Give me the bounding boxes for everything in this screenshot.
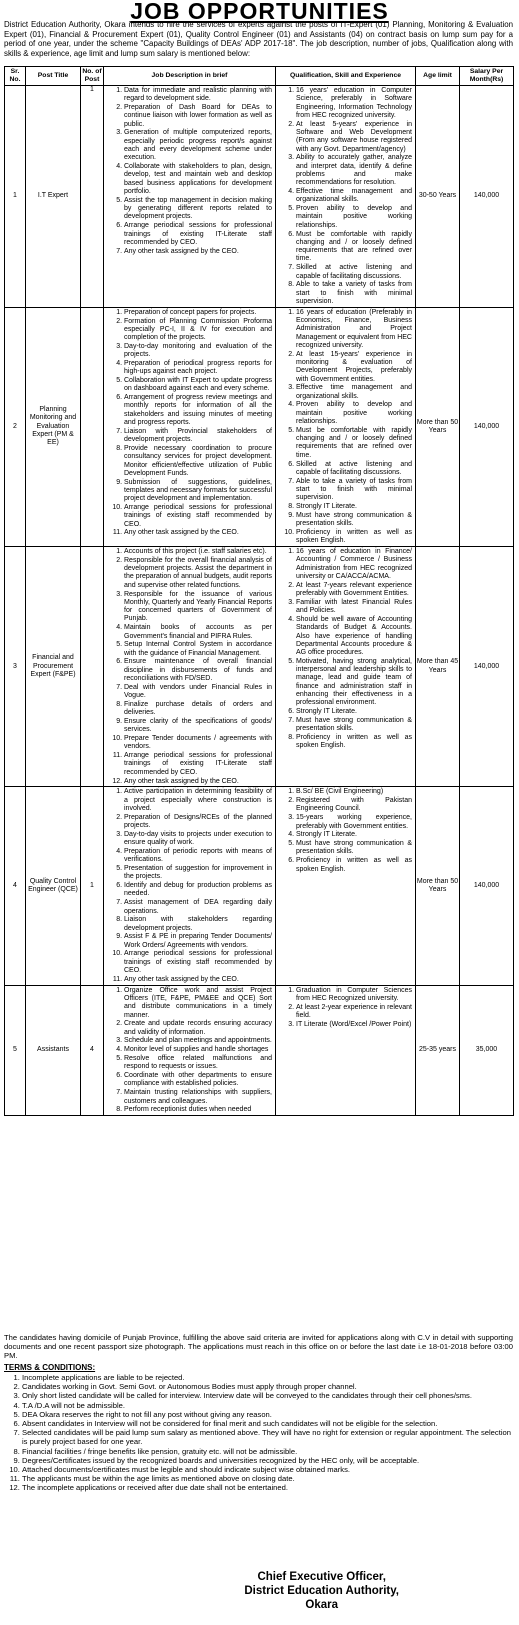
qualification-item: 3. IT Literate (Word/Excel /Power Point) (296, 1021, 412, 1029)
term-item: 5. DEA Okara reserves the right to not fill any post without giving any reason. (22, 1410, 513, 1419)
term-item: 4. T.A /D.A will not be admissible. (22, 1401, 513, 1410)
row-age-limit: More than 50 Years (416, 787, 460, 985)
row-no-of-post: 1 (81, 787, 104, 985)
duty-item: 6. Ensure maintenance of overall financial discipline in disbursements of funds and reconciliations with FD/SED. (124, 658, 272, 683)
table-row (5, 307, 514, 546)
qualification-item: 3. Effective time management and organizational skills. (296, 384, 412, 401)
duty-item: 6. Arrange periodical sessions for professional trainings of existing IT-Literate staff recommended by CEO. (124, 222, 272, 247)
duty-item: 1. Preparation of concept papers for projects. (124, 309, 272, 317)
duty-item: 2. Create and update records ensuring accuracy and validity of information. (124, 1020, 272, 1037)
qualification-item: 8. Able to take a variety of tasks from start to finish with minimal supervision. (296, 281, 412, 306)
duty-item: 8. Provide necessary coordination to procure consultancy services for project development. Monitor efficient/effective utilization of Public Development Funds. (124, 445, 272, 478)
duty-item: 8. Perform receptionist duties when needed (124, 1106, 272, 1114)
table-row (5, 787, 514, 985)
duty-item: 10. Prepare Tender documents / agreements with vendors. (124, 735, 272, 752)
signature-line-city: Okara (305, 1599, 338, 1611)
row-job-description (104, 547, 276, 787)
qualification-item: 1. Graduation in Computer Sciences from HEC Recognized university. (296, 987, 412, 1004)
duty-item: 7. Deal with vendors under Financial Rules in Vogue. (124, 684, 272, 701)
qualification-item: 4. Proven ability to develop and maintain positive working relationships. (296, 401, 412, 426)
row-job-description (104, 787, 276, 985)
row-age-limit: 30-50 Years (416, 86, 460, 308)
qualification-item: 2. At least 7-years relevant experience preferably with Government Entities. (296, 582, 412, 599)
duty-item: 7. Assist management of DEA regarding daily operations. (124, 899, 272, 916)
qualification-item: 6. Proficiency in written as well as spoken English. (296, 857, 412, 874)
terms-heading: TERMS & CONDITIONS: (4, 1363, 96, 1372)
row-post-title: Quality Control Engineer (QCE) (26, 787, 81, 985)
row-sr-no: 5 (5, 985, 26, 1115)
qualification-item: 4. Should be well aware of Accounting Standards of Budget & Accounts. Also have experience of handling Departmental Accounts procedure & AG office procedures. (296, 616, 412, 657)
table-header-row (5, 67, 514, 86)
duty-item: 8. Finalize purchase details of orders and deliveries. (124, 701, 272, 718)
duty-item: 3. Day-to-day monitoring and evaluation of the projects. (124, 343, 272, 360)
term-item: 11. The applicants must be within the age limits as mentioned above on closing date. (22, 1474, 513, 1483)
row-job-description (104, 985, 276, 1115)
signature-line-title: Chief Executive Officer, (257, 1571, 386, 1583)
row-age-limit: More than 50 Years (416, 307, 460, 546)
qualification-item: 1. 16 years of education in Finance/ Accounting / Commerce / Business Administration from HEC recognized university or CA/ACCA/ACMA. (296, 548, 412, 581)
header-post-title: Post Title (26, 67, 81, 86)
row-qualification (276, 985, 416, 1115)
duty-item: 10. Arrange periodical sessions for professional trainings of existing staff recommended by CEO. (124, 504, 272, 529)
qualification-item: 2. At least 5-years' experience in Software and Web Development (From any software house registered with any Govt. Department/agency) (296, 121, 412, 154)
table-row (5, 985, 514, 1115)
term-item: 12. The incomplete applications or received after due date shall not be entertained. (22, 1483, 513, 1492)
term-item: 2. Candidates working in Govt. Semi Govt. or Autonomous Bodies must apply through proper channel. (22, 1382, 513, 1391)
duty-item: 1. Data for immediate and realistic planning with regard to development side. (124, 87, 272, 104)
duty-item: 2. Formation of Planning Commission Proforma especially PC-I, II & IV for execution and completion of the projects. (124, 318, 272, 343)
duty-item: 1. Active participation in determining feasibility of a project especially where construction is involved. (124, 788, 272, 813)
row-salary: 140,000 (460, 547, 514, 787)
duty-item: 2. Preparation of Dash Board for DEAs to continue liaison with lower formation as well as public. (124, 104, 272, 129)
qualification-item: 4. Effective time management and organizational skills. (296, 188, 412, 205)
term-item: 3. Only short listed candidate will be called for interview. Interview date will be conveyed to the candidates through their cell phones/sms. (22, 1391, 513, 1400)
qualification-item: 6. Must be comfortable with rapidly changing and / or loosely defined requirements that are refined over time. (296, 231, 412, 264)
row-age-limit: More than 45 Years (416, 547, 460, 787)
duty-item: 6. Arrangement of progress review meetings and monthly reports for information of all the stakeholders and issuing minutes of meeting and progress reports. (124, 394, 272, 427)
qualification-item: 7. Able to take a variety of tasks from start to finish with minimal supervision. (296, 478, 412, 503)
row-post-title: Financial and Procurement Expert (F&PE) (26, 547, 81, 787)
qualification-item: 2. At least 2-year experience in relevant field. (296, 1004, 412, 1021)
duty-item: 6. Coordinate with other departments to ensure compliance with established policies. (124, 1072, 272, 1089)
duty-item: 4. Preparation of periodical progress reports for high-ups against each project. (124, 360, 272, 377)
qualification-item: 10. Proficiency in written as well as spoken English. (296, 529, 412, 546)
duty-item: 4. Preparation of periodic reports with means of verifications. (124, 848, 272, 865)
row-post-title: Planning Monitoring and Evaluation Expert (PM & EE) (26, 307, 81, 546)
duty-item: 5. Collaboration with IT Expert to update progress on dashboard against each and every scheme. (124, 377, 272, 394)
duty-item: 11. Any other task assigned by the CEO. (124, 529, 272, 537)
qualification-item: 6. Skilled at active listening and capable of facilitating discussions. (296, 461, 412, 478)
qualification-item: 1. 16 years' education in Computer Science, preferably in Software Engineering, Information Technology from HEC recognized university. (296, 87, 412, 120)
qualification-item: 8. Strongly IT Literate. (296, 503, 412, 511)
row-salary: 35,000 (460, 985, 514, 1115)
row-job-description (104, 307, 276, 546)
duty-item: 5. Assist the top management in decision making by generating different reports related to development projects. (124, 197, 272, 222)
row-salary: 140,000 (460, 787, 514, 985)
duty-item: 7. Liaison with Provincial stakeholders of development projects. (124, 428, 272, 445)
header-qualification: Qualification, Skill and Experience (276, 67, 416, 86)
duty-item: 5. Presentation of suggestion for improvement in the projects. (124, 865, 272, 882)
duty-item: 9. Assist F & PE in preparing Tender Documents/ Work Orders/ Agreements with vendors. (124, 933, 272, 950)
header-sr-no: Sr. No. (5, 67, 26, 86)
row-sr-no: 1 (5, 86, 26, 308)
qualification-item: 5. Must be comfortable with rapidly changing and / or loosely defined requirements that are refined over time. (296, 427, 412, 460)
duty-item: 3. Schedule and plan meetings and appointments. (124, 1037, 272, 1045)
duty-item: 11. Any other task assigned by the CEO. (124, 976, 272, 984)
signature-line-org: District Education Authority, (244, 1585, 399, 1597)
duty-item: 9. Submission of suggestions, guidelines, templates and necessary formats for successful project development and implementation. (124, 479, 272, 504)
qualification-item: 3. Ability to accurately gather, analyze and interpret data, identify & define problems and make recommendations for resolution. (296, 154, 412, 187)
term-item: 10. Attached documents/certificates must be legible and should indicate subject wise obtained marks. (22, 1465, 513, 1474)
row-salary: 140,000 (460, 307, 514, 546)
intro-paragraph: District Education Authority, Okara intends to hire the services of experts against the posts of IT-Expert (01) Planning, Monitoring & Evaluation Expert (01), Financial & Procurement Expert (01), Quality Control Engineer (01) and Assistants (04) on contract basis on lump sum pay for a period of one year, under the scheme "Capacity Buildings of DEAs' ADP 2017-18". The job description, number of jobs, Qualification along with skills & experience, age limit and lump sum salary is mentioned below: (4, 20, 513, 58)
duty-item: 1. Accounts of this project (i.e. staff salaries etc). (124, 548, 272, 556)
jobs-table (4, 66, 514, 1116)
duty-item: 4. Maintain books of accounts as per Government's financial and PIFRA Rules. (124, 624, 272, 641)
row-sr-no: 3 (5, 547, 26, 787)
term-item: 7. Selected candidates will be paid lump sum salary as mentioned above. They will have no right for extension or regular appointment. The selection is purely project based for one year. (22, 1428, 513, 1446)
term-item: 8. Financial facilities / fringe benefits like pension, gratuity etc. will not be admissible. (22, 1447, 513, 1456)
qualification-item: 7. Skilled at active listening and capable of facilitating discussions. (296, 264, 412, 281)
header-no-of-post: No. of Post (81, 67, 104, 86)
row-age-limit: 25-35 years (416, 985, 460, 1115)
duty-item: 3. Responsible for the issuance of various Monthly, Quarterly and Yearly Financial Reports for concerned quarters of Government of Punjab. (124, 591, 272, 624)
row-sr-no: 2 (5, 307, 26, 546)
row-qualification (276, 307, 416, 546)
row-sr-no: 4 (5, 787, 26, 985)
qualification-item: 1. 16 years of education (Preferably in Economics, Finance, Business Administration and Project Management or equivalent from HEC recognized university. (296, 309, 412, 350)
qualification-item: 2. Registered with Pakistan Engineering Council. (296, 797, 412, 814)
qualification-item: 8. Proficiency in written as well as spoken English. (296, 734, 412, 751)
duty-item: 7. Maintain trusting relationships with suppliers, customers and colleagues. (124, 1089, 272, 1106)
page-title: JOB OPPORTUNITIES (130, 0, 389, 24)
duty-item: 3. Generation of multiple computerized reports, especially periodic progress report/s against each and every development scheme under execution. (124, 129, 272, 162)
row-post-title: Assistants (26, 985, 81, 1115)
header-age-limit: Age limit (416, 67, 460, 86)
duty-item: 5. Resolve office related malfunctions and respond to requests or issues. (124, 1055, 272, 1072)
qualification-item: 6. Strongly IT Literate. (296, 708, 412, 716)
row-qualification (276, 86, 416, 308)
row-post-title: I.T Expert (26, 86, 81, 308)
row-no-of-post: 1 (81, 86, 104, 308)
qualification-item: 3. Familiar with latest Financial Rules and Policies. (296, 599, 412, 616)
row-job-description (104, 86, 276, 308)
row-no-of-post (81, 547, 104, 787)
qualification-item: 5. Must have strong communication & presentation skills. (296, 840, 412, 857)
table-row (5, 86, 514, 308)
qualification-item: 4. Strongly IT Literate. (296, 831, 412, 839)
duty-item: 7. Any other task assigned by the CEO. (124, 248, 272, 256)
term-item: 9. Degrees/Certificates issued by the recognized boards and universities recognized by the HEC only, will be acceptable. (22, 1456, 513, 1465)
qualification-item: 7. Must have strong communication & presentation skills. (296, 717, 412, 734)
duty-item: 4. Monitor level of supplies and handle shortages (124, 1046, 272, 1054)
duty-item: 5. Setup Internal Control System in accordance with the guidance of Financial Management. (124, 641, 272, 658)
duty-item: 12. Any other task assigned by the CEO. (124, 778, 272, 786)
row-qualification (276, 787, 416, 985)
qualification-item: 1. B.Sc/ BE (Civil Engineering) (296, 788, 412, 796)
term-item: 1. Incomplete applications are liable to be rejected. (22, 1373, 513, 1382)
signature-block (244, 1570, 399, 1612)
duty-item: 2. Preparation of Designs/RCEs of the planned projects. (124, 814, 272, 831)
qualification-item: 2. At least 15-years' experience in monitoring & evaluation of Development Projects, preferably with Government entities. (296, 351, 412, 384)
row-no-of-post (81, 307, 104, 546)
terms-list (4, 1373, 513, 1493)
duty-item: 4. Collaborate with stakeholders to plan, design, develop, test and maintain web and desktop based business applications for development portfolio. (124, 163, 272, 196)
row-no-of-post: 4 (81, 985, 104, 1115)
duty-item: 3. Day-to-day visits to projects under execution to ensure quality of work. (124, 831, 272, 848)
header-job-description: Job Description in brief (104, 67, 276, 86)
duty-item: 6. Identify and debug for production problems as needed. (124, 882, 272, 899)
qualification-item: 3. 15-years working experience, preferably with Government entities. (296, 814, 412, 831)
header-salary: Salary Per Month(Rs) (460, 67, 514, 86)
duty-item: 10. Arrange periodical sessions for professional trainings of existing staff recommended by CEO. (124, 950, 272, 975)
duty-item: 8. Liaison with stakeholders regarding development projects. (124, 916, 272, 933)
duty-item: 1. Organize Office work and assist Project Officers (ITE, F&PE, PM&EE and QCE) Sort and distribute communications in a timely manner. (124, 987, 272, 1020)
row-salary: 140,000 (460, 86, 514, 308)
row-qualification (276, 547, 416, 787)
qualification-item: 5. Proven ability to develop and maintain positive working relationships. (296, 205, 412, 230)
qualification-item: 9. Must have strong communication & presentation skills. (296, 512, 412, 529)
table-row (5, 547, 514, 787)
term-item: 6. Absent candidates in Interview will not be considered for final merit and such candidates will not be eligible for the selection. (22, 1419, 513, 1428)
duty-item: 11. Arrange periodical sessions for professional trainings of existing IT-Literate staff recommended by CEO. (124, 752, 272, 777)
qualification-item: 5. Motivated, having strong analytical, interpersonal and leadership skills to manage, lead and guide team of finance and administration staff in enhancing their effectiveness in a professional environment. (296, 658, 412, 708)
duty-item: 2. Responsible for the overall financial analysis of development projects. Assist the department in the preparation of annual budgets, audit reports and supervise other related functions. (124, 557, 272, 590)
duty-item: 9. Ensure clarity of the specifications of goods/ services. (124, 718, 272, 735)
closing-paragraph: The candidates having domicile of Punjab Province, fulfilling the above said criteria are invited for applications along with C.V in detail with supporting documents and one recent passport size photograph. The applications must reach in this office on or before the last date i.e 18-01-2018 before 03:00 PM. (4, 1333, 513, 1361)
